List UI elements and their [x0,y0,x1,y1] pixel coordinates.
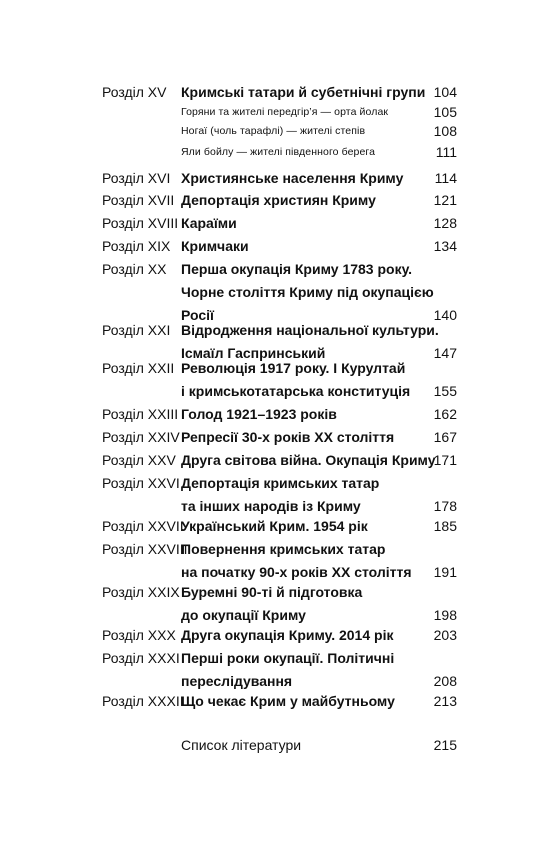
chapter-label: Розділ XXIX [102,584,180,600]
chapter-label: Розділ XXXII [102,693,184,709]
page-number: 121 [433,192,457,208]
title-line: на початку 90-х років XX століття [181,564,412,580]
chapter-label: Розділ XXII [102,360,175,376]
toc-entry [0,357,556,403]
chapter-title [181,235,421,258]
title-line: Горяни та жителі передгір’я — орта йолак [181,106,389,118]
title-line: та інших народів із Криму [181,498,361,514]
page-number: 178 [433,498,457,514]
page-number: 203 [433,627,457,643]
chapter-title [181,449,436,472]
title-line: Революція 1917 року. І Курултай [181,360,406,376]
page-number: 215 [433,737,457,753]
chapter-label: Розділ XXIII [102,406,179,422]
chapter-label: Розділ XXV [102,452,176,468]
title-line: і кримськотатарська конституція [181,383,411,399]
toc-entry [0,734,556,757]
toc-subentry [0,141,556,164]
title-line: Караїми [181,215,237,231]
chapter-title [181,167,421,190]
page-number: 162 [433,406,457,422]
title-line: до окупації Криму [181,607,306,623]
chapter-label: Розділ XXVIII [102,541,188,557]
title-line: Кримські татари й субетнічні групи [181,84,426,100]
chapter-title [181,690,421,713]
toc-entry [0,624,556,647]
chapter-label: Розділ XXX [102,627,176,643]
title-line: Голод 1921–1923 років [181,406,337,422]
chapter-title [181,472,421,518]
toc-entry [0,538,556,584]
toc-entry [0,403,556,426]
toc-entry [0,581,556,627]
chapter-label: Розділ XIX [102,238,171,254]
chapter-label: Розділ XXI [102,322,171,338]
page-number: 105 [433,104,457,120]
chapter-title [181,515,421,538]
title-line: Що чекає Крим у майбутньому [181,693,395,709]
page-number: 213 [433,693,457,709]
toc-entry [0,212,556,235]
chapter-label: Розділ XXXI [102,650,180,666]
page-number: 128 [433,215,457,231]
chapter-label: Розділ XVII [102,192,175,208]
chapter-title [181,734,421,757]
page-number: 171 [433,452,457,468]
title-line: Християнське населення Криму [181,170,404,186]
toc-entry [0,515,556,538]
title-line: Український Крим. 1954 рік [181,518,368,534]
title-line: Репресії 30-х років XX століття [181,429,395,445]
subsection-title [181,141,421,164]
toc-entry [0,426,556,449]
chapter-title [181,581,421,627]
toc-subentry [0,120,556,143]
title-line: Ногаї (чоль тарафлі) — жителі степів [181,125,366,137]
chapter-label: Розділ XVIII [102,215,179,231]
page-number: 191 [433,564,457,580]
title-line: Перша окупація Криму 1783 року. [181,261,413,277]
title-line: Депортація кримських татар [181,475,380,491]
chapter-title [181,403,421,426]
title-line: Яли бойлу — жителі південного берега [181,146,376,158]
chapter-title [181,426,421,449]
toc-entry [0,167,556,190]
chapter-title [181,189,421,212]
title-line: Буремні 90-ті й підготовка [181,584,363,600]
toc-entry [0,472,556,518]
chapter-label: Розділ XX [102,261,167,277]
page-number: 208 [433,673,457,689]
title-line: Друга окупація Криму. 2014 рік [181,627,394,643]
title-line: Чорне століття Криму під окупацією [181,284,434,300]
page-number: 155 [433,383,457,399]
chapter-title [181,258,434,327]
title-line: Кримчаки [181,238,249,254]
page-number: 140 [433,307,457,323]
page-number: 108 [433,123,457,139]
toc-entry [0,690,556,713]
chapter-title [181,212,421,235]
chapter-title [181,538,421,584]
chapter-title [181,647,421,693]
chapter-label: Розділ XXVII [102,518,184,534]
chapter-title [181,357,421,403]
page-number: 167 [433,429,457,445]
title-line: Повернення кримських татар [181,541,386,557]
title-line: Ісмаїл Гаспринський [181,345,326,361]
chapter-label: Розділ XV [102,84,167,100]
page-number: 185 [433,518,457,534]
title-line: Росії [181,307,214,323]
chapter-label: Розділ XXIV [102,429,180,445]
chapter-title [181,624,421,647]
toc-entry [0,647,556,693]
page-number: 147 [433,345,457,361]
page-number: 111 [435,144,457,160]
toc-entry [0,258,556,327]
toc-entry [0,449,556,472]
chapter-label: Розділ XVI [102,170,171,186]
chapter-label: Розділ XXVI [102,475,180,491]
title-line: Депортація християн Криму [181,192,376,208]
title-line: Відродження національної культури. [181,322,439,338]
title-line: Перші роки окупації. Політичні [181,650,395,666]
title-line: Список літератури [181,737,302,753]
page-number: 104 [433,84,457,100]
subsection-title [181,120,421,143]
page-number: 114 [434,170,457,186]
title-line: переслідування [181,673,293,689]
title-line: Друга світова війна. Окупація Криму [181,452,436,468]
toc-entry [0,189,556,212]
page-number: 134 [433,238,457,254]
page-number: 198 [433,607,457,623]
toc-entry [0,235,556,258]
